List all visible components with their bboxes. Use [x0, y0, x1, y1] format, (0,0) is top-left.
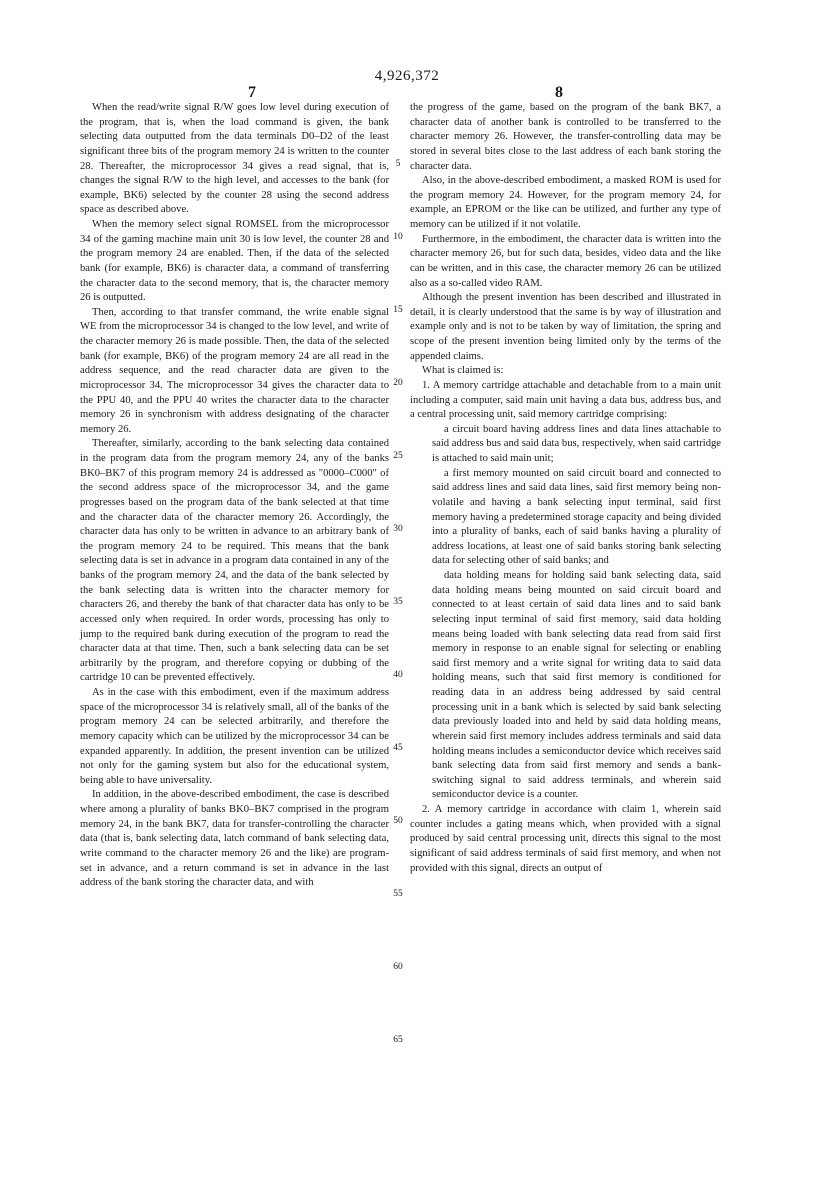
paragraph: In addition, in the above-described embodiment, the case is described where among a plurality of banks BK0–BK7 comprised in the program memory 24, in the bank BK7, data for transfer-controlling the character data (that is, bank selecting data, latch command of bank selecting data, write command to the character memory 26 and the like) are program-set in advance, and a return command is set in advance in the last address of the bank storing the character data, and with: [80, 789, 389, 889]
patent-number: 4,926,372: [374, 68, 440, 84]
left-column-number: 7: [248, 84, 256, 101]
line-number: 55: [393, 889, 403, 899]
paragraph: When the memory select signal ROMSEL from the microprocessor 34 of the gaming machine main unit 30 is low level, the counter 28 and the program memory 24 are enabled. Then, if the data of the selected bank (for example, BK6) is character data, a command of transferring the character data to the second memory, that is, the character memory 26 is outputted.: [80, 219, 389, 304]
line-number: 20: [393, 378, 403, 388]
paragraph: Furthermore, in the embodiment, the character data is written into the character memory 26, but for such data, besides, video data and the like can be written, and in this case, the character memory 26 can be utilized also as a so-called video RAM.: [410, 233, 721, 289]
paragraph: Although the present invention has been described and illustrated in detail, it is clearly understood that the same is by way of illustration and example only and is not to be taken by way of limitation, the spring and scope of the present invention being limited only by the terms of the appended claims.: [410, 292, 721, 362]
line-number: 60: [393, 962, 403, 972]
line-number: 35: [393, 597, 403, 607]
line-number: 40: [393, 670, 403, 680]
left-column: [80, 101, 389, 891]
line-number: 50: [393, 816, 403, 826]
line-number: 5: [395, 159, 401, 169]
line-number: 65: [393, 1035, 403, 1045]
line-number: 45: [393, 743, 403, 753]
paragraph: As in the case with this embodiment, even if the maximum address space of the microprocessor 34 is relatively small, all of the banks of the program memory 24 can be selected arbitrarily, and therefore the memory capacity which can be utilized by the microprocessor 34 can be expanded apparently. In addition, the present invention can be utilized not only for the gaming system but also for the educational system, being able to have universality.: [80, 687, 389, 786]
claims-heading: What is claimed is:: [422, 365, 504, 377]
claim-element: data holding means for holding said bank selecting data, said data holding means being mounted on said circuit board and connected to at least certain of said data lines and to said bank selecting input terminal of said first memory, said data holding means being loaded with bank selecting data read from said first memory in response to an enable signal for selecting or enabling said first memory and a write signal for writing data to said data holding means, such that said first memory is conditioned for reading data in an address being addressed by said central processing unit in a bank which is selected by said bank selecting data previously loaded into and held by said data holding means, wherein said first memory includes address terminals and said data holding means includes a semiconductor device which receives said bank selecting data from said first memory and sends a bank-switching signal to said address terminals, and wherein said semiconductor device is a counter.: [432, 570, 721, 801]
right-column: [410, 101, 721, 876]
claim-element: a first memory mounted on said circuit board and connected to said address lines and said data lines, said first memory being non-volatile and having a bank selecting input terminal, said first memory having a predetermined storage capacity and being divided into a plurality of banks, each of said banks having a plurality of address locations, at least one of said banks storing bank selecting data for selecting other of said banks; and: [432, 467, 721, 567]
paragraph: When the read/write signal R/W goes low level during execution of the program, that is, when the load command is given, the bank selecting data outputted from the data terminals D0–D2 of the least significant three bits of the program memory 24 is written to the counter 28. Thereafter, the microprocessor 34 gives a read signal, that is, changes the signal R/W to the high level, and accesses to the bank (for example, BK6) selected by the counter 28 using the second address space as described above.: [80, 102, 389, 216]
paragraph: Also, in the above-described embodiment, a masked ROM is used for the program memory 24. However, for the program memory 24, for example, an EPROM or the like can be utilized, and further any type of memory can be utilized if it not volatile.: [410, 175, 721, 230]
claim-element: a circuit board having address lines and data lines attachable to said address bus and said data bus, respectively, when said cartridge is attached to said main unit;: [432, 423, 721, 464]
line-number: 10: [393, 232, 403, 242]
right-column-number: 8: [555, 84, 563, 101]
paragraph: Then, according to that transfer command, the write enable signal WE from the microprocessor 34 is changed to the low level, and write of the character memory 26 is made possible. Then, the data of the selected bank (for example, BK6) of the program memory 24 are all read in the address sequence, and the read character data are given to the microprocessor 34. The microprocessor 34 gives the character data to the PPU 40, and the PPU 40 writes the character data to the character memory 26 in synchronism with address designating of the character memory 26.: [80, 306, 389, 435]
line-number: 25: [393, 451, 403, 461]
claim-2: 2. A memory cartridge in accordance with claim 1, wherein said counter includes a gating means which, when provided with a signal produced by said central processing unit, directs this signal to the most significant of said address terminals of said first memory, and when not provided with this signal, directs an output of: [410, 804, 721, 874]
line-number: 15: [393, 305, 403, 315]
claim-1-preamble: 1. A memory cartridge attachable and detachable from to a main unit including a computer, said main unit having a data bus, address bus, and a central processing unit, said memory cartridge comprising:: [410, 379, 721, 421]
line-number: 30: [393, 524, 403, 534]
paragraph: the progress of the game, based on the program of the bank BK7, a character data of another bank is controlled to be transferred to the character memory 26. However, the transfer-controlling data may be stored in several bites close to the last address of each bank storing the character data.: [410, 102, 721, 172]
paragraph: Thereafter, similarly, according to the bank selecting data contained in the program data from the program memory 24, any of the banks BK0–BK7 of this program memory 24 is addressed as "0000–C000" of the second address space of the microprocessor 34, and the game progresses based on the program data of the bank selected at that time and the character data of the character memory 26. Accordingly, the character data has only to be written in advance to an arbitrary bank of the program memory 24 to be required. This means that the bank selecting data is set in advance in a program data contained in any of the banks of the program memory 24, and the data of the bank selected by the bank selecting data is written into the character memory for characters 26, and thereby the bank of that character data has only to be accessed only when required. In order words, processing has only to jump to the required bank during execution of the program to read the character data at that time. Then, such a bank selecting data can be set arbitrarily by the program, and therefore copying or dubbing of the cartridge 10 can be prevented effectively.: [80, 438, 389, 684]
